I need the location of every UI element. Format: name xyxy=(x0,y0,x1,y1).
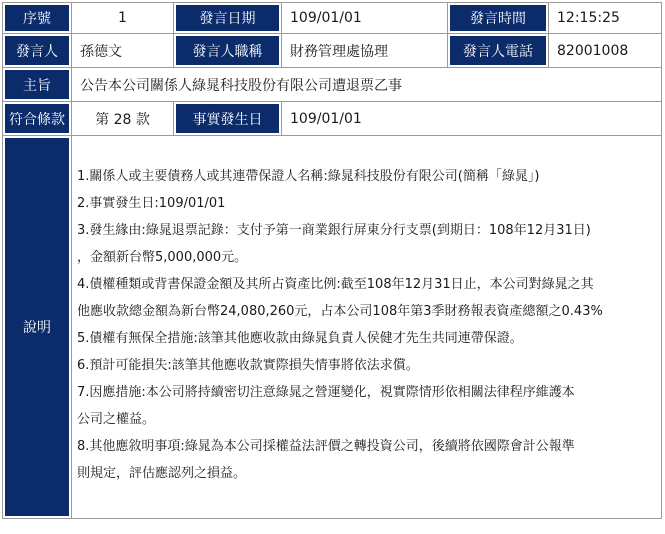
description-line: 7.因應措施:本公司將持續密切注意綠晁之營運變化，視實際情形依相關法律程序維護本 xyxy=(77,384,575,400)
description-line: 則規定，評估應認列之損益。 xyxy=(77,465,247,481)
description-line: 4.債權種類或背書保證金額及其所占資產比例:截至108年12月31日止，本公司對綠晁之其 xyxy=(77,276,594,292)
announce-date-header: 發言日期 xyxy=(174,3,282,34)
speaker-title-value: 財務管理處協理 xyxy=(282,34,448,68)
event-date-header: 事實發生日 xyxy=(174,102,282,136)
subject-value: 公告本公司關係人綠晁科技股份有限公司遭退票乙事 xyxy=(72,68,662,102)
description-header: 說明 xyxy=(3,136,72,519)
clause-header: 符合條款 xyxy=(3,102,72,136)
announce-time-header: 發言時間 xyxy=(448,3,549,34)
speaker-phone-header: 發言人電話 xyxy=(448,34,549,68)
description-body xyxy=(72,136,662,519)
description-line: ，金額新台幣5,000,000元。 xyxy=(77,249,248,265)
subject-header: 主旨 xyxy=(3,68,72,102)
clause-value: 第 28 款 xyxy=(72,102,174,136)
description-line: 6.預計可能損失:該筆其他應收款實際損失情事將依法求償。 xyxy=(77,357,419,373)
sequence-value: 1 xyxy=(72,3,174,34)
speaker-phone-value: 82001008 xyxy=(549,34,662,68)
speaker-value: 孫德文 xyxy=(72,34,174,68)
row-clause xyxy=(3,102,662,136)
announcement-table xyxy=(2,2,662,519)
description-line: 公司之權益。 xyxy=(77,411,156,427)
row-subject xyxy=(3,68,662,102)
description-line: 3.發生緣由:綠晁退票記錄：支付予第一商業銀行屏東分行支票(到期日：108年12月31日) xyxy=(77,222,591,238)
announce-date-value: 109/01/01 xyxy=(282,3,448,34)
description-line: 8.其他應敘明事項:綠晁為本公司採權益法評價之轉投資公司，後續將依國際會計公報準 xyxy=(77,438,575,454)
event-date-value: 109/01/01 xyxy=(282,102,662,136)
row-speaker xyxy=(3,34,662,68)
row-description xyxy=(3,136,662,519)
speaker-header: 發言人 xyxy=(3,34,72,68)
description-line: 2.事實發生日:109/01/01 xyxy=(77,195,226,211)
description-line: 他應收款總金額為新台幣24,080,260元，占本公司108年第3季財務報表資產總額之0.43% xyxy=(77,303,603,319)
description-line: 5.債權有無保全措施:該筆其他應收款由綠晁負責人侯健才先生共同連帶保證。 xyxy=(77,330,523,346)
description-line: 1.關係人或主要債務人或其連帶保證人名稱:綠晁科技股份有限公司(簡稱「綠晁」) xyxy=(77,168,540,184)
speaker-title-header: 發言人職稱 xyxy=(174,34,282,68)
sequence-header: 序號 xyxy=(3,3,72,34)
row-sequence-date-time xyxy=(3,3,662,34)
announce-time-value: 12:15:25 xyxy=(549,3,662,34)
